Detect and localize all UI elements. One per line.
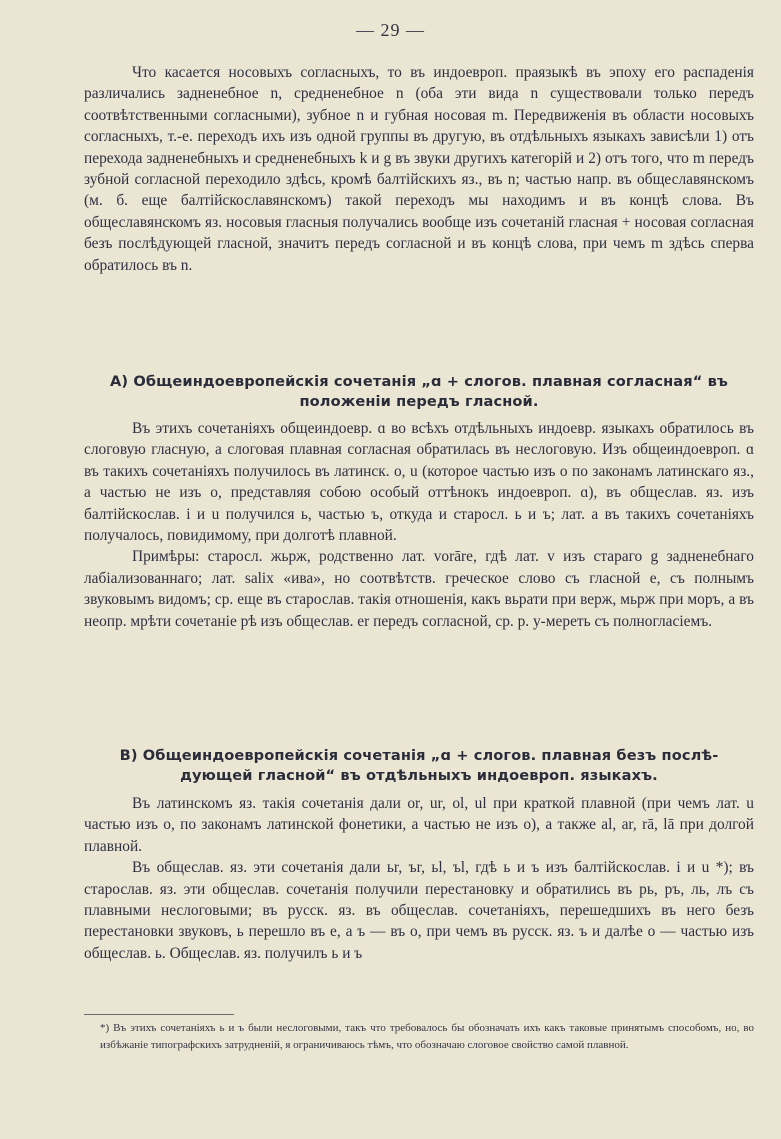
section-a-text [84,418,754,632]
section-b-paragraph-1: Въ латинскомъ яз. такія сочетанія дали or, ur, ol, ul при краткой плавной (при чемъ лат. u частью изъ o, по законамъ латинской фонетики, а частью не изъ o), а также al, ar, rā, lā при долгой плавной. [84,795,754,855]
section-a-heading-line1: A) Общеиндоевропейскія сочетанія „ɑ + слогов. плавная согласная“ въ [110,373,728,390]
section-b-paragraph-2: Въ общеслав. яз. эти сочетанія дали ьr, ъr, ьl, ъl, гдѣ ь и ъ изъ балтійскослав. i и u *); въ старослав. яз. эти общеслав. сочетанія получили перестановку и обратились въ рь, ръ, ль, лъ съ плавными неслоговыми; въ русск. яз. въ общеслав. сочетаніяхъ, перешедшихъ въ него безъ перестановки звуковъ, ь перешло въ e, а ъ — въ o, при чемъ въ русск. яз. ъ и далѣе o — частью изъ общеслав. ь. Общеслав. яз. получилъ ь и ъ [84,859,754,962]
section-a-heading-line2: положеніи передъ гласной. [299,393,539,410]
section-b-text [84,793,754,964]
section-b-heading-line2: дующей гласной“ въ отдѣльныхъ индоевроп. языкахъ. [180,767,658,784]
section-a-heading [84,372,754,412]
section-a-paragraph-2: Примѣры: старосл. жьрж, родственно лат. vorāre, гдѣ лат. v изъ стараго g задненебнаго лабіализованнаго; лат. salix «ива», но соотвѣтств. греческое слово съ гласной e, съ полнымъ звуковымъ видомъ; ср. еще въ старослав. такія отношенія, какъ вьрати при верж, мьрж при моръ, а въ неопр. мрѣти сочетаніе рѣ изъ общеслав. er передъ согласной, ср. р. у-мереть съ полногласіемъ. [84,548,754,630]
page-number: — 29 — [356,20,425,40]
footnote: *) Въ этихъ сочетаніяхъ ь и ъ были неслоговыми, такъ что требовалось бы обозначать ихъ какъ таковые принятымъ способомъ, но, во избѣжаніе типографскихъ затрудненій, я ограничиваюсь тѣмъ, что обозначаю слоговое свойство самой плавной. [100,1022,754,1051]
section-b-heading [84,746,754,786]
intro-text [84,62,754,276]
section-b-heading-line1: B) Общеиндоевропейскія сочетанія „ɑ + слогов. плавная безъ послѣ- [119,747,719,764]
intro-paragraph: Что касается носовыхъ согласныхъ, то въ индоевроп. праязыкѣ въ эпоху его распаденія различались задненебное n, средненебное n (оба эти вида n существовали только передъ соотвѣтственными согласными), зубное n и губная носовая m. Передвиженія въ области носовыхъ согласныхъ, т.-е. переходъ ихъ изъ одной группы въ другую, въ отдѣльныхъ языкахъ зависѣли 1) отъ перехода задненебныхъ и средненебныхъ k и g въ звуки другихъ категорій и 2) отъ того, что m передъ зубной согласной переходило здѣсь, кромѣ балтійскихъ яз., въ n; частью напр. въ общеславянскомъ (м. б. еще балтійскославянскомъ) такой переходъ мы находимъ и въ концѣ слова. Въ общеславянскомъ яз. носовыя гласныя получались вообще изъ сочетаній гласная + носовая согласная безъ послѣдующей гласной, значитъ передъ согласной и въ концѣ слова, при чемъ m здѣсь сперва обратилось въ n. [84,64,754,274]
footnote-divider [84,1014,234,1015]
section-a-paragraph-1: Въ этихъ сочетаніяхъ общеиндоевр. ɑ во всѣхъ отдѣльныхъ индоевр. языкахъ обратилось въ слоговую гласную, а слоговая плавная согласная обратилась въ неслоговую. Изъ общеиндоевроп. ɑ въ такихъ сочетаніяхъ получилось въ латинск. o, u (которое частью изъ o по законамъ латинскаго яз., а частью не изъ o, представляя собою особый оттѣнокъ индоевроп. ɑ), въ общеслав. яз. изъ балтійскослав. i и u получился ь, частью ъ, откуда и старосл. ь и ъ; лат. a въ такихъ сочетаніяхъ получалось, повидимому, при долготѣ плавной. [84,420,754,545]
